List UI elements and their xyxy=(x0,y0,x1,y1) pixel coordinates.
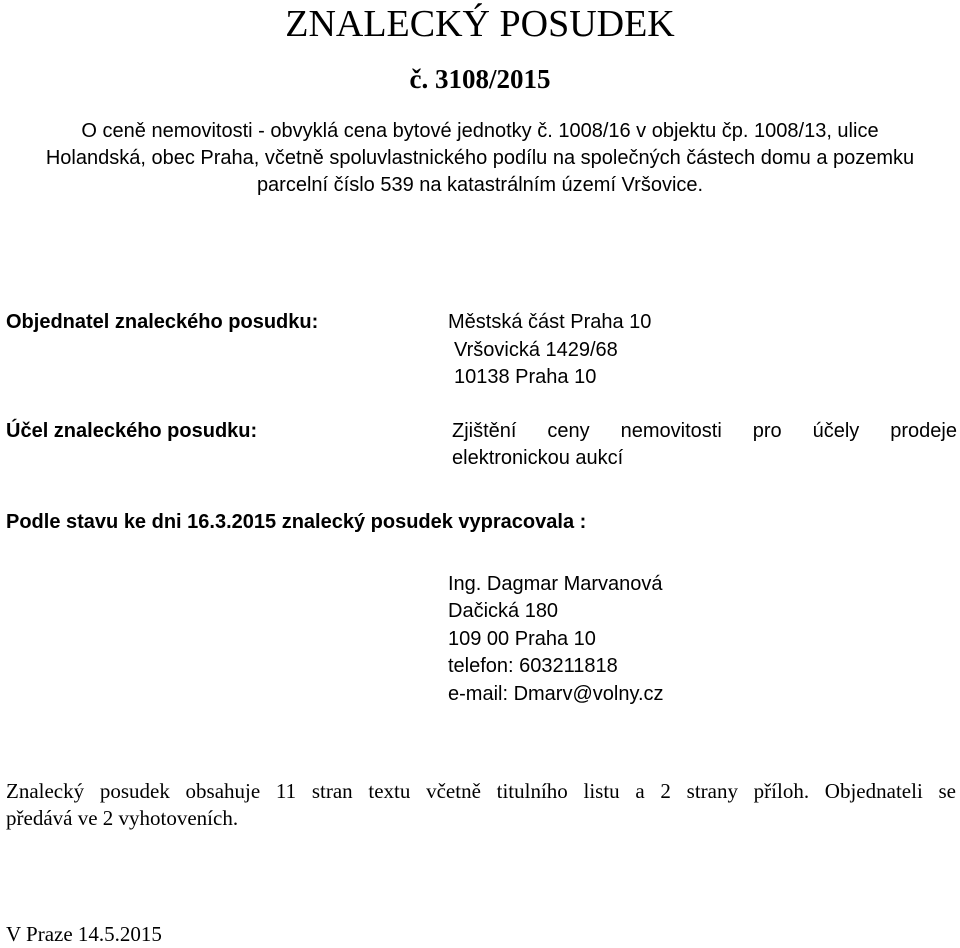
report-number: č. 3108/2015 xyxy=(409,64,551,94)
client-street: Vršovická 1429/68 xyxy=(454,339,618,361)
subject-line: O ceně nemovitosti - obvyklá cena bytové jednotky č. 1008/16 v objektu čp. 1008/13, ulice xyxy=(81,120,879,142)
note-line: Znalecký posudek obsahuje 11 stran textu včetně titulního listu a 2 strany příloh. Objednateli se xyxy=(6,779,956,803)
state-statement: Podle stavu ke dni 16.3.2015 znalecký posudek vypracovala : xyxy=(6,511,587,533)
note-line: předává ve 2 vyhotoveních. xyxy=(6,806,239,830)
purpose-line: elektronickou aukcí xyxy=(452,447,624,469)
client-city: 10138 Praha 10 xyxy=(454,366,597,388)
purpose-label: Účel znaleckého posudku: xyxy=(6,420,258,442)
expert-city: 109 00 Praha 10 xyxy=(448,628,596,650)
document-note xyxy=(6,778,956,832)
subject-line: parcelní číslo 539 na katastrálním území Vršovice. xyxy=(256,174,704,196)
expert-phone: telefon: 603211818 xyxy=(448,655,618,677)
expert-street: Dačická 180 xyxy=(448,600,559,622)
purpose-value xyxy=(452,418,957,472)
purpose-line: Zjištění ceny nemovitosti pro účely prodeje xyxy=(452,420,957,442)
expert-email: e-mail: Dmarv@volny.cz xyxy=(448,683,664,705)
expert-name: Ing. Dagmar Marvanová xyxy=(448,573,663,595)
client-label: Objednatel znaleckého posudku: xyxy=(6,311,319,333)
place-date: V Praze 14.5.2015 xyxy=(6,922,162,946)
client-name: Městská část Praha 10 xyxy=(448,311,652,333)
report-subject xyxy=(0,118,960,199)
document-title: ZNALECKÝ POSUDEK xyxy=(285,3,675,45)
subject-line: Holandská, obec Praha, včetně spoluvlastnického podílu na společných částech domu a pozemku xyxy=(45,147,915,169)
